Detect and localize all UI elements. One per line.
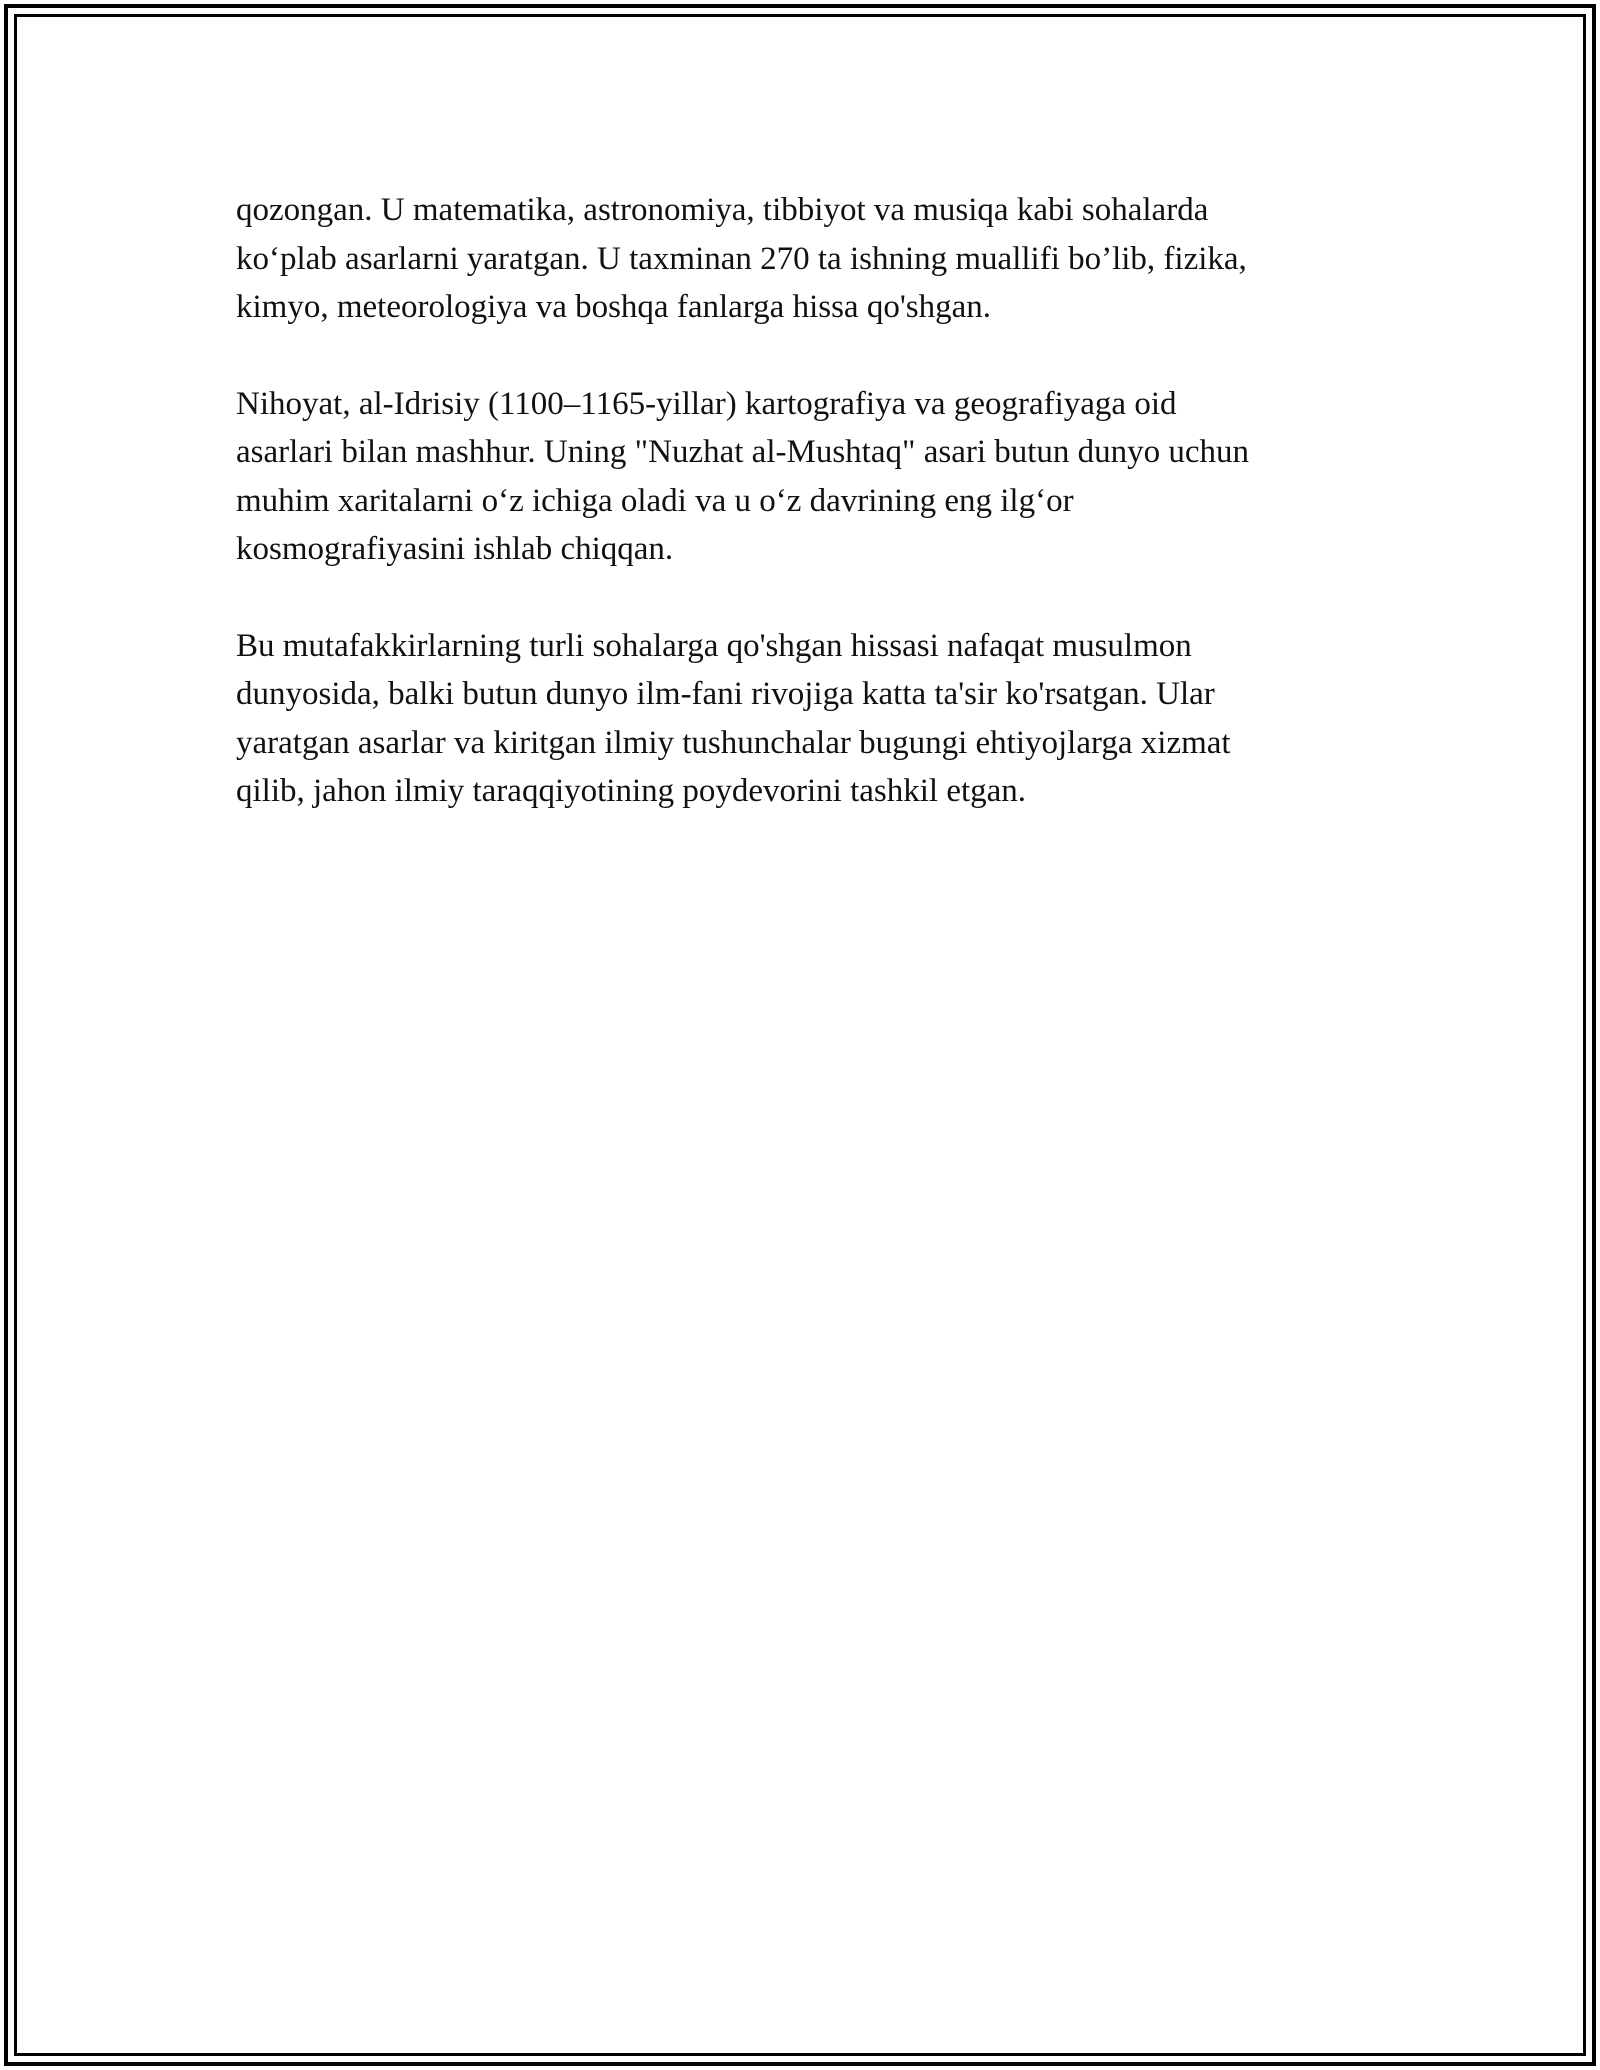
document-body bbox=[236, 186, 1386, 864]
paragraph-2-line-1: Nihoyat, al-Idrisiy (1100–1165-yillar) kartografiya va geografiyaga oid bbox=[236, 385, 1177, 422]
paragraph-2-line-4: kosmografiyasini ishlab chiqqan. bbox=[236, 531, 674, 567]
paragraph-3-line-4: qilib, jahon ilmiy taraqqiyotining poydevorini tashkil etgan. bbox=[236, 773, 1027, 809]
paragraph-3-line-3: yaratgan asarlar va kiritgan ilmiy tushunchalar bugungi ehtiyojlarga xizmat bbox=[236, 724, 1231, 761]
paragraph-3 bbox=[236, 622, 1386, 816]
paragraph-2 bbox=[236, 380, 1386, 574]
paragraph-1-line-2: ko‘plab asarlarni yaratgan. U taxminan 270 ta ishning muallifi bo’lib, fizika, bbox=[236, 240, 1247, 277]
paragraph-2-line-2: asarlari bilan mashhur. Uning "Nuzhat al-Mushtaq" asari butun dunyo uchun bbox=[236, 434, 1250, 470]
paragraph-2-line-3: muhim xaritalarni o‘z ichiga oladi va u o‘z davrining eng ilg‘or bbox=[236, 482, 1074, 519]
paragraph-1 bbox=[236, 186, 1386, 332]
paragraph-3-line-1: Bu mutafakkirlarning turli sohalarga qo'shgan hissasi nafaqat musulmon bbox=[236, 627, 1192, 664]
paragraph-1-line-1: qozongan. U matematika, astronomiya, tibbiyot va musiqa kabi sohalarda bbox=[236, 192, 1209, 228]
paragraph-3-line-2: dunyosida, balki butun dunyo ilm-fani rivojiga katta ta'sir ko'rsatgan. Ular bbox=[236, 676, 1215, 712]
paragraph-1-line-3: kimyo, meteorologiya va boshqa fanlarga hissa qo'shgan. bbox=[236, 289, 992, 325]
